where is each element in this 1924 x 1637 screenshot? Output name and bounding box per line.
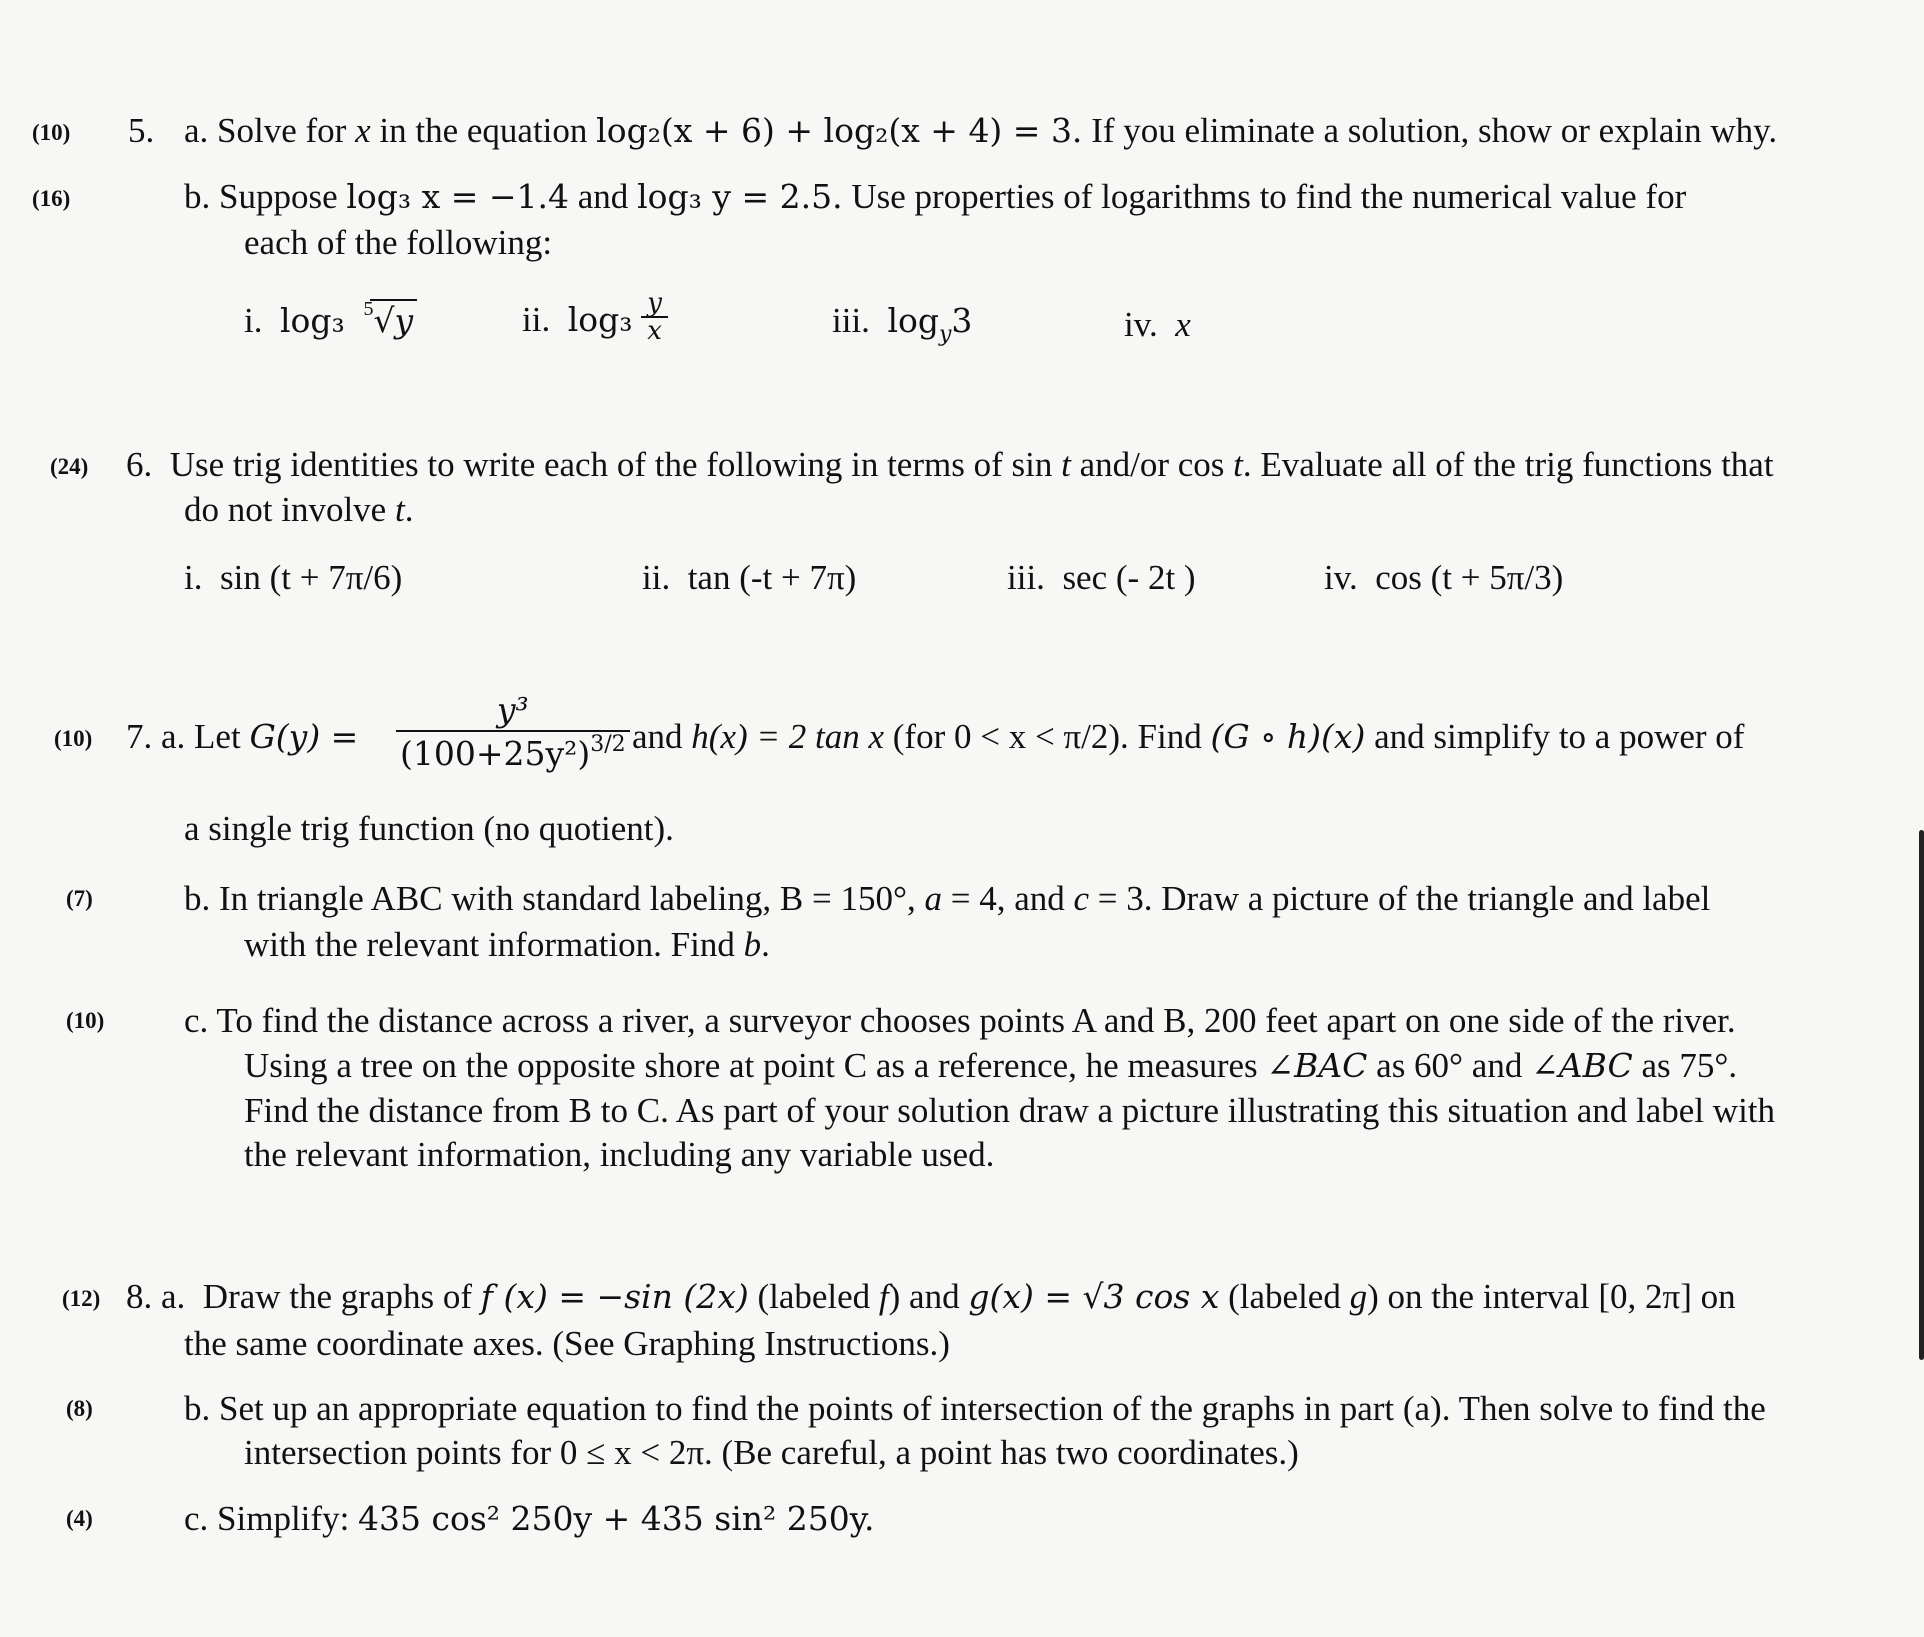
problem-5b-item-iv: iv. x: [1124, 305, 1191, 344]
problem-7c-text-cont-1: Using a tree on the opposite shore at point C as a reference, he measures ∠BAC as 60° and ∠ABC as 75°.: [244, 1046, 1738, 1085]
problem-6-text: 6. Use trig identities to write each of the following in terms of sin t and/or cos t. Evaluate all of the trig functions that: [126, 445, 1774, 484]
problem-6-item-i: i. sin (t + 7π/6): [184, 558, 403, 597]
problem-7a-text-cont: a single trig function (no quotient).: [184, 809, 674, 848]
scrollbar[interactable]: [1919, 830, 1924, 1360]
points-8a: (12): [62, 1286, 101, 1311]
problem-5b-text: b. Suppose log₃ x = −1.4 and log₃ y = 2.5. Use properties of logarithms to find the numerical value for: [184, 177, 1687, 216]
points-5b: (16): [32, 186, 71, 211]
problem-7c-text: c. To find the distance across a river, a surveyor chooses points A and B, 200 feet apart on one side of the river.: [184, 1001, 1736, 1040]
problem-5b-item-i: i. log₃ 5 √y: [244, 300, 417, 342]
points-7c: (10): [66, 1008, 105, 1033]
problem-7a-fraction: $\frac{\text{y³}}{(100+25y^2)^{3/2}}$: [396, 690, 630, 781]
problem-7a-label: 7. a. Let G(y) =: [126, 717, 359, 756]
problem-7a-text: and h(x) = 2 tan x (for 0 < x < π/2). Find (G ∘ h)(x) and simplify to a power of: [632, 717, 1745, 756]
problem-7b-text-cont: with the relevant information. Find b.: [244, 925, 770, 964]
problem-8b-text: b. Set up an appropriate equation to find the points of intersection of the graphs in part (a). Then solve to find the: [184, 1389, 1766, 1428]
problem-8b-text-cont: intersection points for 0 ≤ x < 2π. (Be careful, a point has two coordinates.): [244, 1433, 1299, 1472]
problem-6-text-cont: do not involve t.: [184, 490, 414, 529]
points-8c: (4): [66, 1506, 93, 1531]
problem-7c-text-cont-2: Find the distance from B to C. As part of your solution draw a picture illustrating this situation and label with: [244, 1091, 1776, 1130]
problem-8a-text-cont: the same coordinate axes. (See Graphing Instructions.): [184, 1324, 950, 1363]
problem-8c-text: c. Simplify: 435 cos² 250y + 435 sin² 250y.: [184, 1499, 875, 1538]
problem-7b-text: b. In triangle ABC with standard labeling, B = 150°, a = 4, and c = 3. Draw a picture of the triangle and label: [184, 879, 1711, 918]
problem-5b-item-iii: iii. $\log_y3$: [832, 301, 973, 347]
points-8b: (8): [66, 1396, 93, 1421]
problem-6-item-ii: ii. tan (-t + 7π): [642, 558, 857, 597]
problem-5b-item-ii: ii. log₃ $\frac{y}{x}$: [522, 296, 668, 350]
problem-5b-text-cont: each of the following:: [244, 223, 553, 262]
problem-6-item-iii: iii. sec (- 2t ): [1007, 558, 1196, 597]
points-5a: (10): [32, 120, 71, 145]
problem-8a-text: 8. a. Draw the graphs of f (x) = −sin (2x) (labeled f) and g(x) = √3 cos x (labeled g) on the interval [0, 2π] on: [126, 1277, 1736, 1316]
problem-5a-text: a. Solve for x in the equation log₂(x + 6) + log₂(x + 4) = 3. If you eliminate a solution, show or explain why.: [184, 111, 1778, 150]
points-7a: (10): [54, 726, 93, 751]
problem-5-number: 5.: [128, 111, 155, 150]
problem-6-item-iv: iv. cos (t + 5π/3): [1324, 558, 1564, 597]
points-7b: (7): [66, 886, 93, 911]
problem-7c-text-cont-3: the relevant information, including any variable used.: [244, 1135, 995, 1174]
points-6: (24): [50, 454, 89, 479]
